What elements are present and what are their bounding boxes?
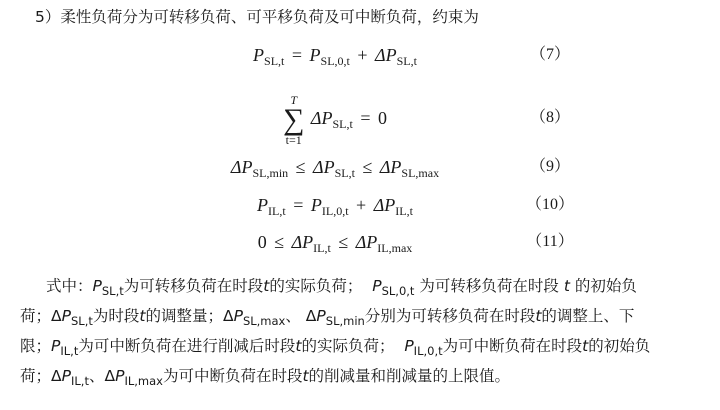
text: 、 (285, 307, 301, 325)
var-p: P (92, 277, 102, 295)
equals-sign: = (360, 108, 371, 128)
var-t: t (263, 277, 270, 295)
equation-number: （10） (525, 196, 574, 213)
text: 为可中断负荷在时段 (162, 367, 303, 385)
zero: 0 (257, 232, 267, 252)
text: 为可转移负荷在时段 (419, 277, 559, 295)
subscript: SL,max (242, 314, 286, 328)
text: 分别为可转移负荷在时段 (364, 307, 536, 325)
var-t: t (139, 307, 146, 325)
text: 为可中断负荷在进行削减后时段 (78, 337, 296, 355)
text: 的调整量； (145, 307, 223, 325)
var-t: t (295, 337, 302, 355)
text: 为可中断负荷在时段 (442, 337, 583, 355)
equation-number: （9） (529, 158, 570, 175)
equation-10 (0, 190, 720, 220)
text: 的初始负 (588, 337, 651, 355)
text: 荷； (20, 307, 52, 325)
symbol-delta-p: ΔP (310, 108, 333, 128)
less-equal-sign: ≤ (295, 157, 306, 177)
var-p: P (61, 367, 71, 385)
symbol-p: P (257, 195, 269, 215)
subscript: IL,0,t (321, 204, 349, 218)
text: 式中： (46, 277, 93, 295)
subscript: IL,t (70, 374, 89, 388)
equals-sign: = (293, 195, 304, 215)
symbol-p: P (253, 45, 265, 65)
text: 、 (88, 367, 105, 385)
description-line-3 (20, 332, 700, 362)
less-equal-sign: ≤ (274, 232, 285, 252)
text: 的实际负荷； (301, 337, 395, 355)
subscript: IL,0,t (413, 344, 443, 358)
less-equal-sign: ≤ (362, 157, 373, 177)
equation-7 (0, 40, 720, 70)
zero: 0 (377, 108, 387, 128)
subscript: SL,t (334, 166, 355, 180)
text: 的调整上、下 (541, 307, 635, 325)
description-line-4: 荷；$\Delta P_{IL,t}$、$\Delta P_{IL,max}$为可中断负荷在时段t的削减量和削减量的上限值。 (20, 367, 511, 388)
subscript: SL,max (401, 166, 440, 180)
variable-description (20, 272, 700, 392)
symbol-delta-p: ΔP (230, 157, 253, 177)
subscript: SL,t (396, 54, 417, 68)
sum-lower-limit: t=1 (285, 132, 302, 147)
subscript: SL,0,t (381, 284, 415, 298)
text: 的初始负 (574, 277, 637, 295)
var-p: P (233, 307, 243, 325)
subscript: SL,0,t (320, 54, 350, 68)
less-equal-sign: ≤ (338, 232, 349, 252)
symbol-delta-p: ΔP (355, 232, 378, 252)
subscript: SL,t (70, 314, 93, 328)
symbol-delta-p: ΔP (373, 195, 396, 215)
var-t: t (563, 277, 570, 295)
symbol-p: P (310, 195, 322, 215)
symbol-delta-p: ΔP (379, 157, 402, 177)
text: 限； (20, 337, 52, 355)
plus-sign: + (356, 195, 367, 215)
symbol-delta-p: ΔP (375, 45, 397, 65)
equation-9 (0, 152, 720, 182)
description-line-2: 荷；$\Delta P_{SL,t}$为时段t的调整量；$\Delta P_{SL,max}$、 $\Delta P_{SL,min}$分别为可转移负荷在时段t的调整上、下 (20, 307, 635, 328)
var-t: t (535, 307, 542, 325)
var-p: P (61, 307, 71, 325)
subscript: SL,t (332, 117, 353, 131)
var-t: t (302, 367, 309, 385)
subscript: SL,min (252, 166, 289, 180)
subscript: SL,t (264, 54, 285, 68)
subscript: IL,t (268, 204, 286, 218)
symbol-delta-p: ΔP (313, 157, 335, 177)
subscript: IL,t (313, 241, 331, 255)
symbol-delta-p: ΔP (291, 232, 314, 252)
text: 的实际负荷； (269, 277, 363, 295)
var-p: P (404, 337, 414, 355)
subscript: IL,t (395, 204, 413, 218)
subscript: SL,t (101, 284, 124, 298)
var-p: P (51, 337, 61, 355)
equation-number: （7） (529, 46, 570, 63)
symbol-p: P (309, 45, 321, 65)
section-intro: 5）柔性负荷分为可转移负荷、可平移负荷及可中断负荷，约束为 (35, 8, 479, 26)
text: 为可转移负荷在时段 (123, 277, 264, 295)
plus-sign: + (357, 45, 368, 65)
summation (283, 94, 304, 146)
sigma-symbol: ∑ (283, 102, 305, 136)
var-p: P (115, 367, 125, 385)
equals-sign: = (291, 45, 303, 65)
var-t: t (582, 337, 589, 355)
equation-number: （8） (529, 109, 570, 126)
description-line-1 (20, 272, 700, 302)
text: 为时段 (92, 307, 140, 325)
text: 的削减量和削减量的上限值。 (308, 367, 511, 385)
subscript: IL,t (60, 344, 79, 358)
var-p: P (316, 307, 326, 325)
equation-11 (0, 227, 720, 257)
sum-upper-limit: T (290, 92, 298, 107)
equation-8 (0, 88, 720, 148)
text: 荷； (20, 367, 52, 385)
equation-number: （11） (526, 233, 574, 250)
subscript: IL,max (124, 374, 163, 388)
subscript: IL,max (377, 241, 413, 255)
var-p: P (372, 277, 382, 295)
subscript: SL,min (325, 314, 365, 328)
